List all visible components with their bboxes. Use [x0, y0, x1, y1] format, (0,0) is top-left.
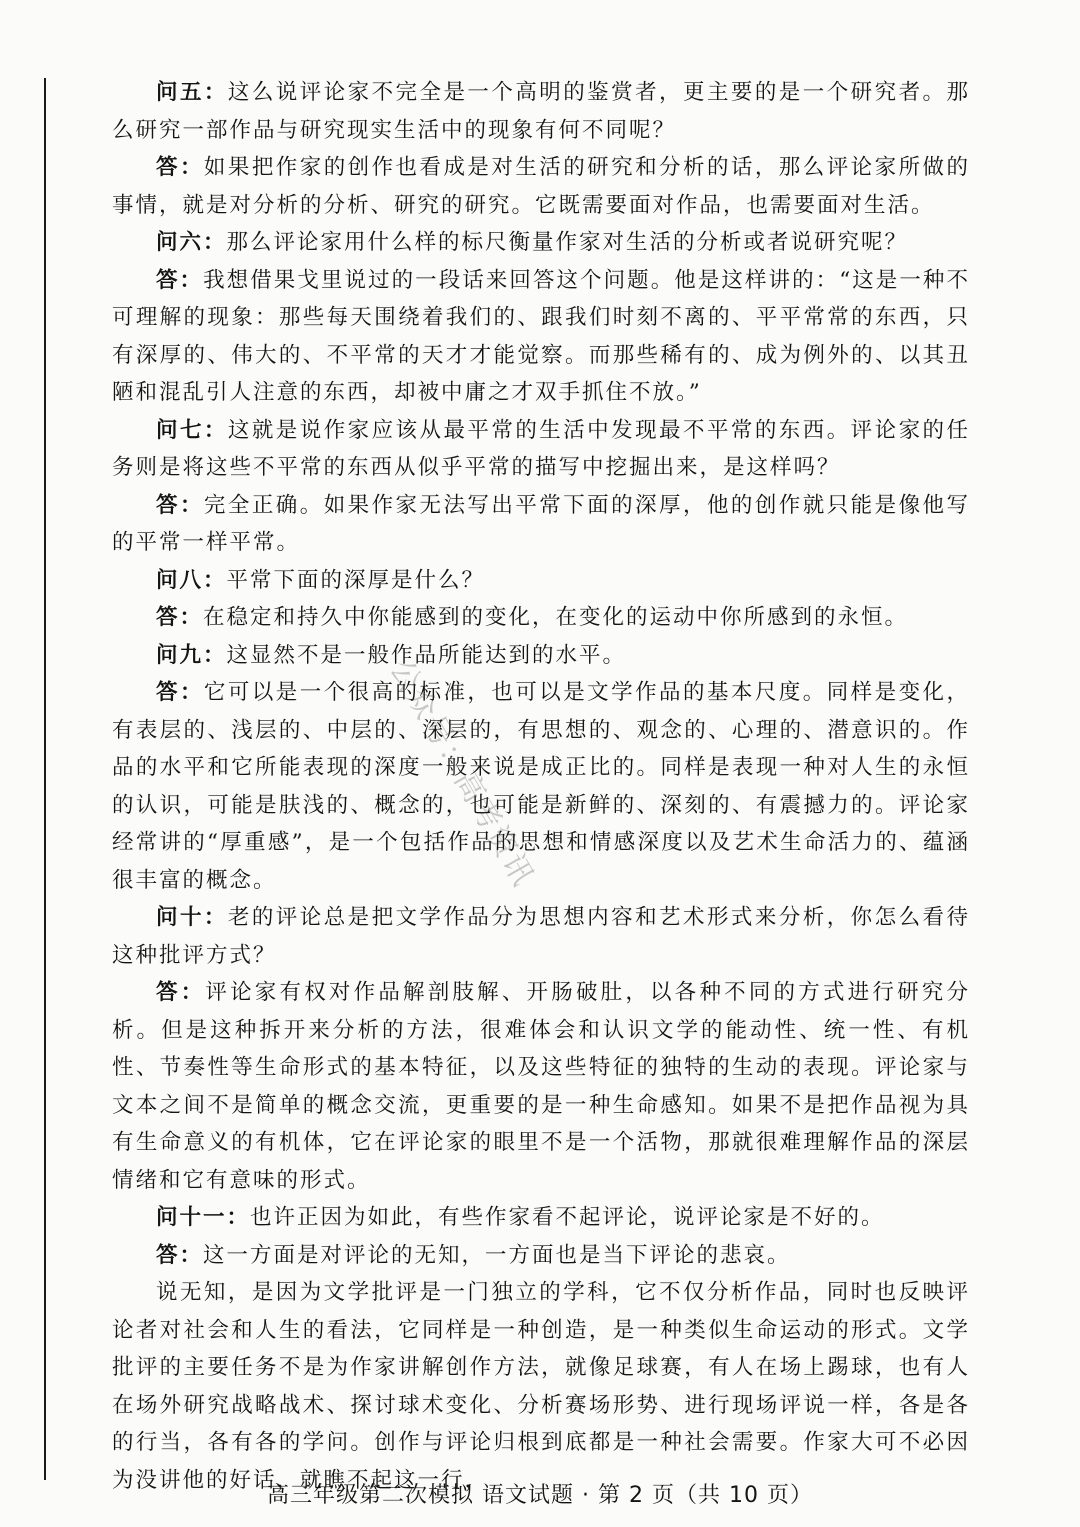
- paragraph-lead: 答：: [156, 1242, 204, 1268]
- document-body: [112, 74, 970, 1499]
- paragraph-lead: 问十一：: [156, 1205, 251, 1230]
- paragraph-text: 在稳定和持久中你能感到的变化，在变化的运动中你所感到的永恒。: [203, 605, 909, 630]
- paragraph-a10: [112, 974, 970, 1199]
- paragraph-lead: 问七：: [156, 417, 228, 443]
- paragraph-lead: 答：: [156, 267, 204, 293]
- paragraph-lead: 答：: [156, 980, 206, 1005]
- paragraph-a7: [112, 487, 970, 562]
- paragraph-lead: 问五：: [156, 80, 228, 105]
- paragraph-q11: [112, 1199, 970, 1237]
- paragraph-text: 这就是说作家应该从最平常的生活中发现最不平常的东西。评论家的任务则是将这些不平常的东西从似乎平常的描写中挖掘出来，是这样吗？: [112, 417, 970, 480]
- paragraph-a5: [112, 149, 970, 224]
- paragraph-a11: [112, 1237, 970, 1275]
- paragraph-continuation: [112, 1274, 970, 1499]
- paragraph-text: 说无知，是因为文学批评是一门独立的学科，它不仅分析作品，同时也反映评论者对社会和人生的看法，它同样是一种创造，是一种类似生命运动的形式。文学批评的主要任务不是为作家讲解创作方法，就像足球赛，有人在场上踢球，也有人在场外研究战略战术、探讨球术变化、分析赛场形势、进行现场评说一样，各是各的行当，各有各的学问。创作与评论归根到底都是一种社会需要。作家大可不必因为没讲他的好话，就瞧不起这一行，: [112, 1280, 970, 1493]
- paragraph-q7: [112, 412, 970, 487]
- paragraph-q9: [112, 637, 970, 675]
- paragraph-a8: [112, 599, 970, 637]
- watermark-stamp: 公众号：高考资讯: [382, 654, 542, 894]
- paragraph-text: 也许正因为如此，有些作家看不起评论，说评论家是不好的。: [250, 1205, 885, 1230]
- paragraph-text: 评论家有权对作品解剖肢解、开肠破肚，以各种不同的方式进行研究分析。但是这种拆开来分析的方法，很难体会和认识文学的能动性、统一性、有机性、节奏性等生命形式的基本特征，以及这些特征的独特的生动的表现。评论家与文本之间不是简单的概念交流，更重要的是一种生命感知。如果不是把作品视为具有生命意义的有机体，它在评论家的眼里不是一个活物，那就很难理解作品的深层情绪和它有意味的形式。: [112, 980, 970, 1193]
- paragraph-a6: [112, 262, 970, 412]
- binding-margin-line: [44, 78, 46, 1480]
- footer-text: 高三年级第二次模拟 语文试题 · 第 2 页（共 10 页）: [267, 1483, 813, 1508]
- paragraph-text: 那么评论家用什么样的标尺衡量作家对生活的分析或者说研究呢？: [226, 230, 909, 255]
- paragraph-lead: 问六：: [156, 230, 227, 255]
- paragraph-lead: 答：: [156, 492, 204, 518]
- paragraph-q10: [112, 899, 970, 974]
- paragraph-text: 它可以是一个很高的标准，也可以是文学作品的基本尺度。同样是变化，有表层的、浅层的、中层的、深层的，有思想的、观念的、心理的、潜意识的。作品的水平和它所能表现的深度一般来说是成正比的。同样是表现一种对人生的永恒的认识，可能是肤浅的、概念的，也可能是新鲜的、深刻的、有震撼力的。评论家经常讲的“厚重感”，是一个包括作品的思想和情感深度以及艺术生命活力的、蕴涵很丰富的概念。: [112, 680, 970, 893]
- paragraph-text: 如果把作家的创作也看成是对生活的研究和分析的话，那么评论家所做的事情，就是对分析的分析、研究的研究。它既需要面对作品，也需要面对生活。: [112, 155, 970, 218]
- paragraph-lead: 问八：: [156, 567, 227, 593]
- paragraph-q8: [112, 562, 970, 600]
- paragraph-text: 我想借果戈里说过的一段话来回答这个问题。他是这样讲的：“这是一种不可理解的现象：那些每天围绕着我们的、跟我们时刻不离的、平平常常的东西，只有深厚的、伟大的、不平常的天才才能觉察。而那些稀有的、成为例外的、以其丑陋和混乱引人注意的东西，却被中庸之才双手抓住不放。”: [112, 267, 970, 405]
- paragraph-text: 老的评论总是把文学作品分为思想内容和艺术形式来分析，你怎么看待这种批评方式？: [112, 905, 970, 968]
- paragraph-text: 这显然不是一般作品所能达到的水平。: [226, 642, 627, 668]
- paragraph-text: 这么说评论家不完全是一个高明的鉴赏者，更主要的是一个研究者。那么研究一部作品与研究现实生活中的现象有何不同呢？: [112, 80, 970, 143]
- page-footer: [0, 1478, 1080, 1509]
- paragraph-text: 完全正确。如果作家无法写出平常下面的深厚，他的创作就只能是像他写的平常一样平常。: [112, 492, 970, 555]
- paragraph-text: 平常下面的深厚是什么？: [226, 567, 486, 593]
- paragraph-lead: 问十：: [156, 905, 228, 930]
- paragraph-lead: 答：: [156, 680, 204, 705]
- paragraph-lead: 问九：: [156, 642, 227, 668]
- paragraph-lead: 答：: [156, 155, 204, 180]
- paragraph-lead: 答：: [156, 605, 204, 630]
- paragraph-text: 这一方面是对评论的无知，一方面也是当下评论的悲哀。: [203, 1242, 791, 1268]
- paragraph-q5: [112, 74, 970, 149]
- paragraph-q6: [112, 224, 970, 262]
